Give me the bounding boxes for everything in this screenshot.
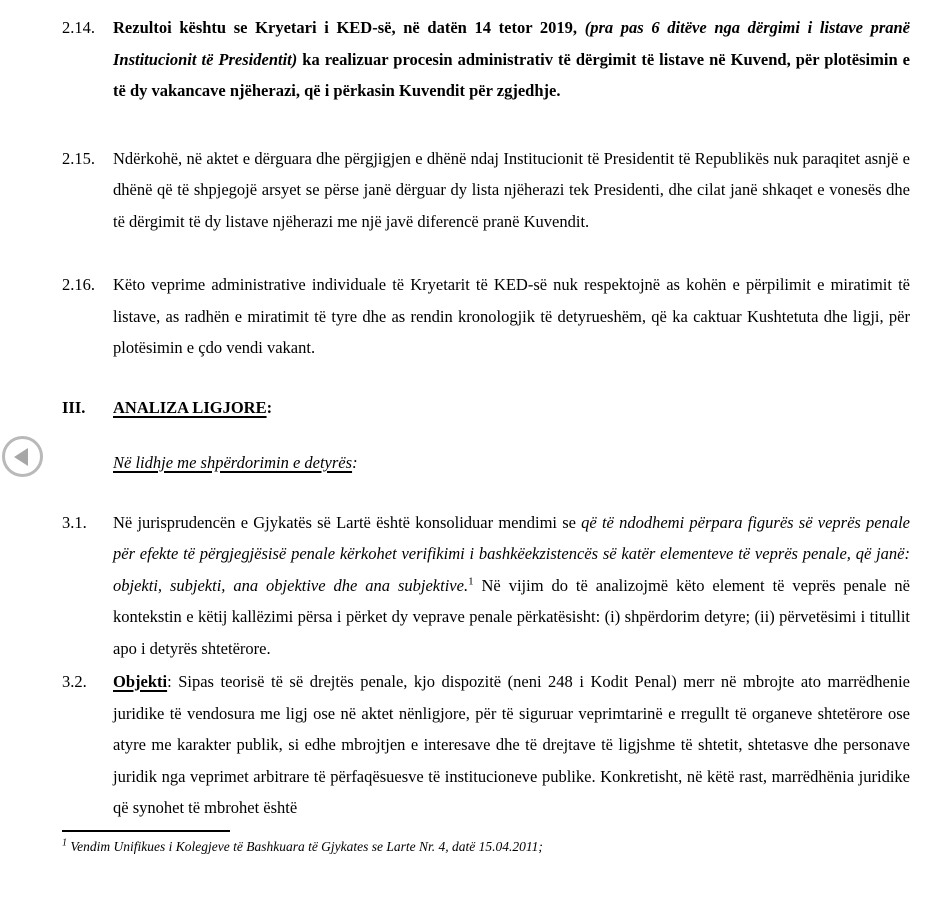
paragraph-2-15 xyxy=(62,143,910,238)
subheading-colon: : xyxy=(352,453,358,472)
subheading-shperdorimi-detyres xyxy=(113,447,910,479)
document-content xyxy=(62,12,910,856)
paragraph-number: 3.1. xyxy=(62,512,87,532)
paragraph-2-14 xyxy=(62,12,910,107)
section-number: III. xyxy=(62,397,86,417)
paragraph-text: Në jurisprudencën e Gjykatës së Lartë është konsoliduar mendimi se xyxy=(113,512,582,532)
subheading-text: Në lidhje me shpërdorimin e detyrës xyxy=(113,453,353,472)
paragraph-number: 2.16. xyxy=(62,275,95,294)
paragraph-number: 3.2. xyxy=(62,672,87,691)
footnote-number: 1 xyxy=(62,837,67,848)
paragraph-text: Këto veprime administrative individuale të Kryetarit të KED-së nuk respektojnë as kohën e përpilimit e miratimit të listave, as radhën e miratimit të tyre dhe as rendin kronologjik të detyrueshëm, që ka caktuar Kushtetuta dhe ligji, për plotësimin e çdo vendi vakant. xyxy=(113,275,910,357)
footnote-separator xyxy=(62,830,230,832)
paragraph-text: : Sipas teorisë të së drejtës penale, kjo dispozitë (neni 248 i Kodit Penal) merr në mbrojte ato marrëdhenie juridike të vendosura me ligj ose në aktet nënligjore, për të siguruar veprimtarinë e rregullt të organeve shtetërore ose atyre me karakter publik, si edhe mbrojtjen e interesave dhe të drejtave të ligjshme të shtetit, shtetasve dhe personave juridik nga veprimet arbitrare të përfaqësuesve të institucioneve publike. Konkretisht, në këtë rast, marrëdhënia juridike që synohet të mbrohet është xyxy=(113,672,910,817)
footnote-body: Vendim Unifikues i Kolegjeve të Bashkuara të Gjykates se Larte Nr. 4, datë 15.04.2011; xyxy=(67,838,543,854)
paragraph-text-emphasis: që të ndodhemi përpara figurës së veprës penale për efekte të përgjegjësisë penale kërkohet verifikimi i bashkëekzistencës së katër elementeve të veprës penale, që janë: objekti, subjekti, ana objektive dhe ana subjektive. xyxy=(113,512,911,595)
paragraph-number: 2.14. xyxy=(62,18,95,37)
paragraph-text: Rezultoi kështu se Kryetari i KED-së, në datën 14 tetor 2019, xyxy=(113,18,585,37)
section-title-colon: : xyxy=(266,397,273,417)
footnote-reference: 1 xyxy=(468,575,474,587)
paragraph-3-1 xyxy=(62,507,910,665)
footnote xyxy=(62,830,910,856)
previous-arrow-icon xyxy=(14,448,28,466)
paragraph-2-16 xyxy=(62,269,910,364)
paragraph-term: Objekti xyxy=(113,672,168,691)
section-heading-analiza-ligjore xyxy=(62,392,910,424)
section-title: ANALIZA LIGJORE xyxy=(113,397,267,417)
footnote-text xyxy=(62,837,910,856)
paragraph-number: 2.15. xyxy=(62,148,95,168)
paragraph-text-emphasis: (pra pas 6 ditëve nga dërgimi i listave pranë Institucionit të Presidentit) xyxy=(113,18,910,69)
paragraph-3-2 xyxy=(62,666,910,824)
paragraph-text: ka realizuar procesin administrativ të dërgimit të listave në Kuvend, për plotësimin e të dy vakancave njëherazi, që i përkasin Kuvendit për zgjedhje. xyxy=(113,49,910,100)
paragraph-text: Në vijim do të analizojmë këto element të veprës penale në kontekstin e këtij kallëzimi përsa i përket dy veprave penale përkatësisht: (i) shpërdorim detyre; (ii) përvetësimi i titullit apo i detyrës shtetërore. xyxy=(113,575,910,658)
paragraph-text: Ndërkohë, në aktet e dërguara dhe përgjigjen e dhënë ndaj Institucionit të Presidentit të Republikës nuk paraqitet asnjë e dhënë që të shpjegojë arsyet se përse janë dërguar dy lista njëherazi tek Presidenti, dhe cilat janë shkaqet e vonesës dhe të dërgimit të dy listave njëherazi me një javë diferencë pranë Kuvendit. xyxy=(113,148,910,231)
previous-page-button[interactable] xyxy=(2,436,43,477)
